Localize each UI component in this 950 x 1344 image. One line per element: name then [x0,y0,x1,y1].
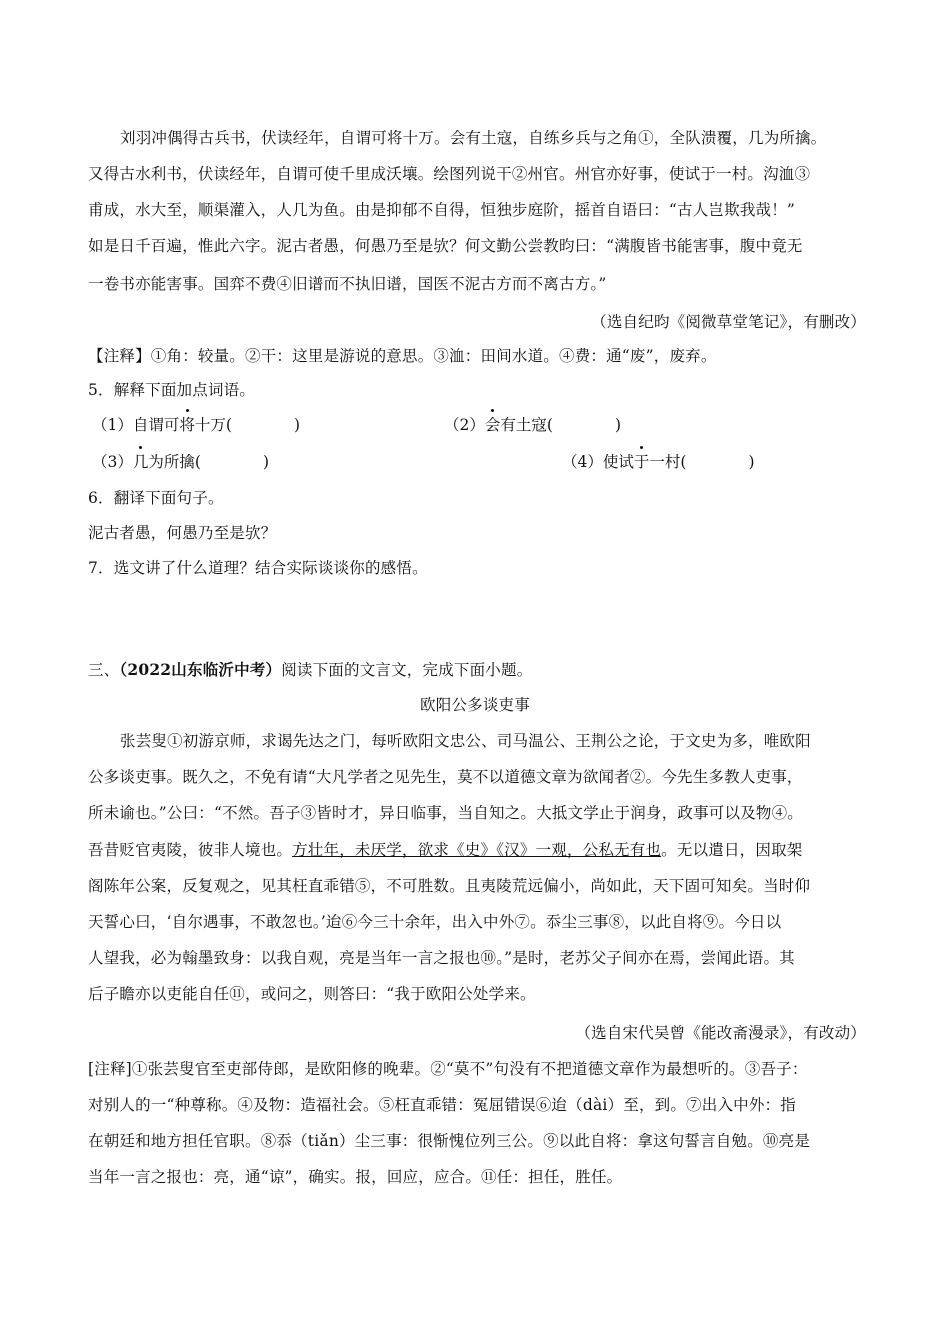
q5-item-3: （3）几为所擒( ) [92,453,270,471]
q5-item-pre: （1）自谓可 [92,416,180,434]
q5-item-pre: （4）使试 [562,453,634,471]
passage2-line: 公多谈吏事。既久之，不免有请“大凡学者之见先生，莫不以道德文章为欲闻者②。今先生多教人吏事， [88,768,803,786]
q5-item-post: 为所擒( [148,453,201,471]
passage2-line: 天誓心曰，‘自尔遇事，不敢忽也。’迨⑥今三十余年，出入中外⑦。忝尘三事⑧，以此自将⑨。今日以 [88,913,782,931]
passage2-notes: 在朝廷和地方担任官职。⑧忝（tiǎn）尘三事：很惭愧位列三公。⑨以此自将：拿这句誓言自勉。⑩亮是 [88,1132,811,1150]
passage1-source: （选自纪昀《阅微草堂笔记》，有删改） [591,313,866,331]
passage2-line: 人望我，必为翰墨致身：以我自观，亮是当年一言之报也⑩。”是时，老苏父子间亦在焉，尝闻此语。其 [88,949,795,967]
passage2-line: 后子瞻亦以吏能自任⑪，或问之，则答曰：“我于欧阳公处学来。 [88,985,536,1003]
question-6-sentence: 泥古者愚，何愚乃至是欤？ [88,524,277,542]
passage1-notes: 【注释】①角：较量。②干：这里是游说的意思。③洫：田间水道。④费：通“废”，废弃。 [88,347,717,365]
q5-item-pre: （3） [92,453,133,471]
passage2-line: 张芸叟①初游京师，求谒先达之门，每听欧阳文忠公、司马温公、王荆公之论，于文史为多，唯欧阳 [120,732,811,750]
q5-item-1: （1）自谓可将十万( ) [92,416,301,434]
q5-item-post: 一村( [649,453,687,471]
passage2-notes: 对别人的一“种尊称。④及物：造福社会。⑤枉直乖错：冤屈错误⑥迨（dài）至，到。⑦出入中外：指 [88,1096,796,1114]
passage2-line: 所未谕也。”公曰：“不然。吾子③皆时才，异日临事，当自知之。大抵文学止于润身，政事可以及物④。 [88,804,804,822]
section-instruction: 阅读下面的文言文，完成下面小题。 [281,661,533,679]
passage2-notes: [注释]①张芸叟官至吏部侍郎，是欧阳修的晚辈。②“莫不”句没有不把道德文章作为最想听的。③吾子： [88,1060,808,1078]
dotted-word: 于 [633,453,650,471]
q5-item-2: （2）会有土寇( ) [444,416,622,434]
exam-source-tag: （2022山东临沂中考） [119,660,282,679]
section-number: 三、 [88,661,120,679]
question-6-title: 6．翻译下面句子。 [88,489,224,507]
dotted-word: 几 [132,453,149,471]
passage1-line: 一卷书亦能害事。国弈不费④旧谱而不执旧谱，国医不泥古方而不离古方。” [88,275,607,293]
q5-item-post: 十万( [194,416,232,434]
dotted-word: 将 [179,416,195,434]
passage1-line: 如是日千百遍，惟此六字。泥古者愚，何愚乃至是欤？何文勤公尝教昀曰：“满腹皆书能害事，腹中竟无 [88,237,803,255]
passage1-line: 刘羽冲偶得古兵书，伏读经年，自谓可将十万。会有土寇，自练乡兵与之角①，全队溃覆，几为所擒。 [120,129,827,147]
question-7-title: 7．选文讲了什么道理？结合实际谈谈你的感悟。 [88,559,428,577]
question-5-title: 5．解释下面加点词语。 [88,381,256,399]
q5-item-pre: （2） [444,416,485,434]
q5-item-post: 有土寇( [500,416,553,434]
passage2-notes: 当年一言之报也：亮，通“谅”，确实。报，回应，应合。⑪任：担任，胜任。 [88,1168,623,1186]
q5-item-4: （4）使试于一村( ) [562,453,755,471]
passage2-line: 吾昔贬官夷陵，彼非人境也。方壮年，未厌学，欲求《史》《汉》一观，公私无有也。无以遣日，因取架 [88,841,803,859]
dotted-word: 会 [484,416,501,434]
passage2-line: 阁陈年公案，反复观之，见其枉直乖错⑤，不可胜数。且夷陵荒远偏小，尚如此，天下固可知矣。当时仰 [88,877,811,895]
passage2-source: （选自宋代吴曾《能改斋漫录》，有改动） [575,1024,866,1042]
passage1-line: 甫成，水大至，顺渠灌入，人几为鱼。由是抑郁不自得，恒独步庭阶，摇首自语曰：“古人岂欺我哉！” [88,201,796,219]
underlined-sentence: 方壮年，未厌学，欲求《史》《汉》一观，公私无有也 [292,841,662,859]
section-3-header [88,660,878,680]
passage2-title: 欧阳公多谈吏事 [420,696,530,714]
passage1-line: 又得古水利书，伏读经年，自谓可使千里成沃壤。绘图列说干②州官。州官亦好事，使试于一村。沟洫③ [88,165,811,183]
